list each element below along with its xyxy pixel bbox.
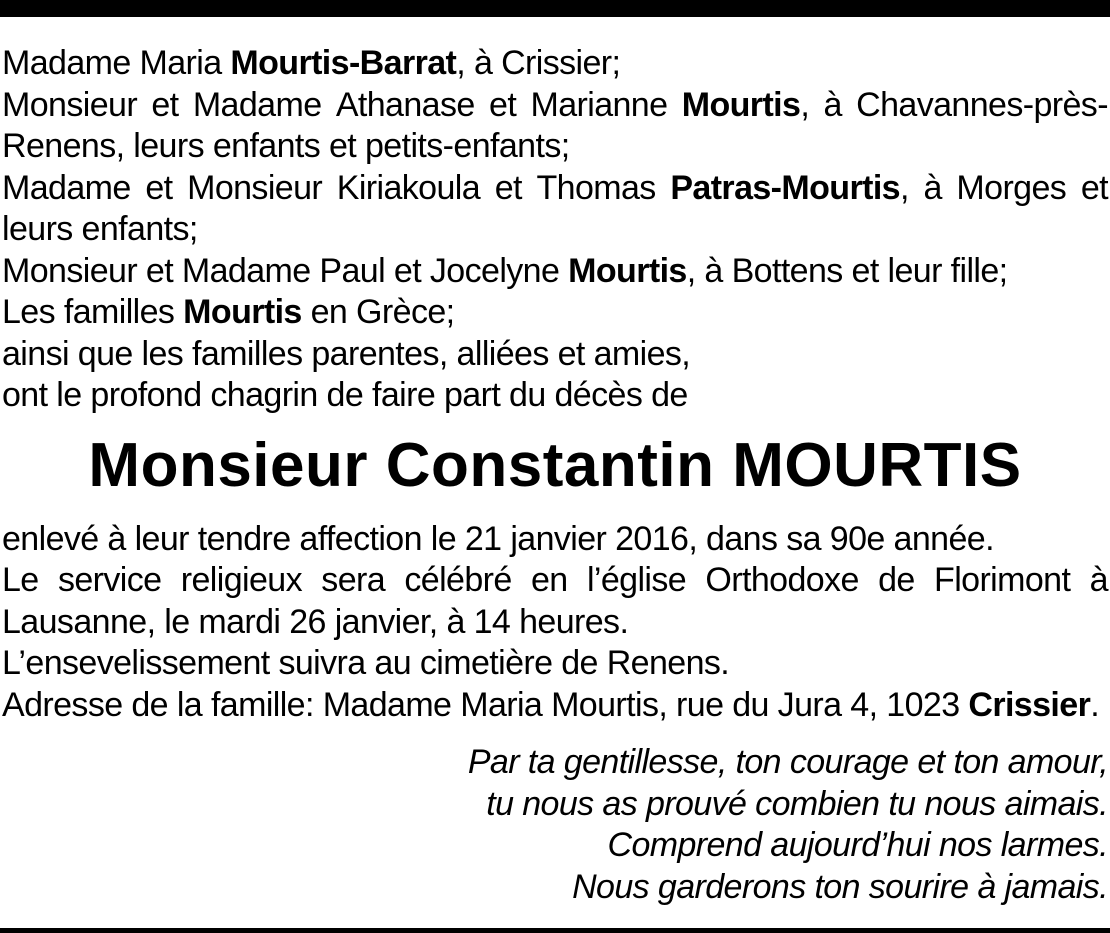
name-emphasis: Patras-Mourtis — [670, 168, 900, 207]
text-segment: Madame — [2, 168, 131, 207]
text-segment: , à Crissier; — [456, 44, 621, 82]
text-segment: et — [1080, 168, 1108, 207]
text-segment: Chavannes-près- — [856, 85, 1108, 124]
text-line — [2, 602, 1108, 644]
poem-line: Comprend aujourd’hui nos larmes. — [607, 826, 1108, 864]
text-segment: . — [1090, 685, 1100, 724]
poem-line: tu nous as prouvé combien tu nous aimais. — [486, 784, 1108, 823]
text-segment: en Grèce; — [301, 293, 455, 331]
text-line — [2, 85, 1108, 127]
text-segment: et — [151, 85, 179, 124]
service-details — [2, 519, 1108, 727]
text-segment: Marianne — [530, 85, 668, 124]
poem-line: Par ta gentillesse, ton courage et ton amour, — [467, 743, 1108, 781]
name-emphasis: Mourtis — [568, 251, 687, 290]
text-segment: à — [1089, 561, 1108, 599]
name-emphasis: Mourtis-Barrat — [230, 44, 457, 82]
text-segment: Renens, leurs enfants et petits-enfants; — [2, 127, 570, 165]
text-segment: , à Bottens et leur fille; — [686, 251, 1008, 290]
text-segment: Athanase — [335, 85, 475, 124]
text-segment: Madame — [192, 85, 322, 124]
text-segment: Les familles — [2, 293, 184, 331]
text-segment: L’ensevelissement suivra au cimetière de Renens. — [2, 644, 730, 682]
text-segment: et — [489, 85, 517, 124]
text-segment: ont le profond chagrin de faire part du décès de — [2, 376, 688, 414]
text-segment: Kiriakoula — [336, 168, 481, 207]
text-line — [2, 685, 1108, 727]
text-segment: Le — [2, 561, 39, 599]
text-segment: et — [145, 168, 173, 207]
text-line — [2, 560, 1108, 602]
text-segment: célébré — [404, 561, 512, 599]
text-line — [2, 519, 1108, 561]
poem-line: Nous garderons ton sourire à jamais. — [572, 867, 1108, 906]
poem — [2, 742, 1108, 908]
text-line — [2, 251, 1108, 293]
text-segment: et — [494, 168, 522, 207]
text-segment: Madame Maria — [2, 44, 231, 82]
text-segment — [682, 85, 809, 127]
text-segment: religieux — [180, 561, 302, 599]
text-line — [2, 209, 1108, 251]
text-segment: Lausanne, le mardi 26 janvier, à 14 heures. — [2, 602, 629, 641]
text-line — [2, 334, 1108, 376]
death-notice — [2, 43, 1108, 908]
text-segment: Florimont — [934, 561, 1071, 599]
family-announcement — [2, 43, 1108, 417]
text-segment: Adresse de la famille: Madame Maria Mourtis, rue du Jura 4, 1023 — [2, 685, 969, 724]
text-segment: , — [899, 168, 909, 207]
text-line — [2, 643, 1108, 685]
text-segment: ainsi que les familles parentes, alliées et amies, — [2, 334, 691, 373]
name-emphasis: Crissier — [968, 685, 1091, 724]
text-segment: de — [878, 561, 915, 599]
top-rule — [0, 0, 1110, 17]
name-emphasis: Mourtis — [183, 293, 302, 331]
text-segment: Monsieur — [187, 168, 323, 207]
text-line — [2, 126, 1108, 168]
text-segment: Monsieur — [2, 85, 138, 124]
text-segment — [670, 168, 909, 210]
text-segment: à — [823, 85, 842, 124]
text-segment: Monsieur et Madame Paul et Jocelyne — [2, 251, 569, 290]
text-segment: Orthodoxe — [705, 561, 859, 599]
text-segment: , — [800, 85, 810, 124]
text-segment: à — [923, 168, 942, 207]
text-segment: en — [531, 561, 568, 599]
bottom-rule — [0, 928, 1110, 933]
text-line — [2, 43, 1108, 85]
text-segment: sera — [321, 561, 386, 599]
text-segment: enlevé à leur tendre affection le 21 janvier 2016, dans sa 90e année. — [2, 519, 994, 558]
text-segment: leurs enfants; — [2, 210, 198, 248]
text-line — [2, 168, 1108, 210]
text-segment: l’église — [586, 561, 687, 599]
text-segment: Morges — [956, 168, 1067, 207]
name-emphasis: Mourtis — [681, 85, 801, 124]
text-line — [2, 375, 1108, 417]
deceased-name: Monsieur Constantin MOURTIS — [88, 430, 1022, 500]
text-line — [2, 292, 1108, 334]
text-segment: Thomas — [536, 168, 656, 207]
text-segment: service — [57, 561, 162, 599]
